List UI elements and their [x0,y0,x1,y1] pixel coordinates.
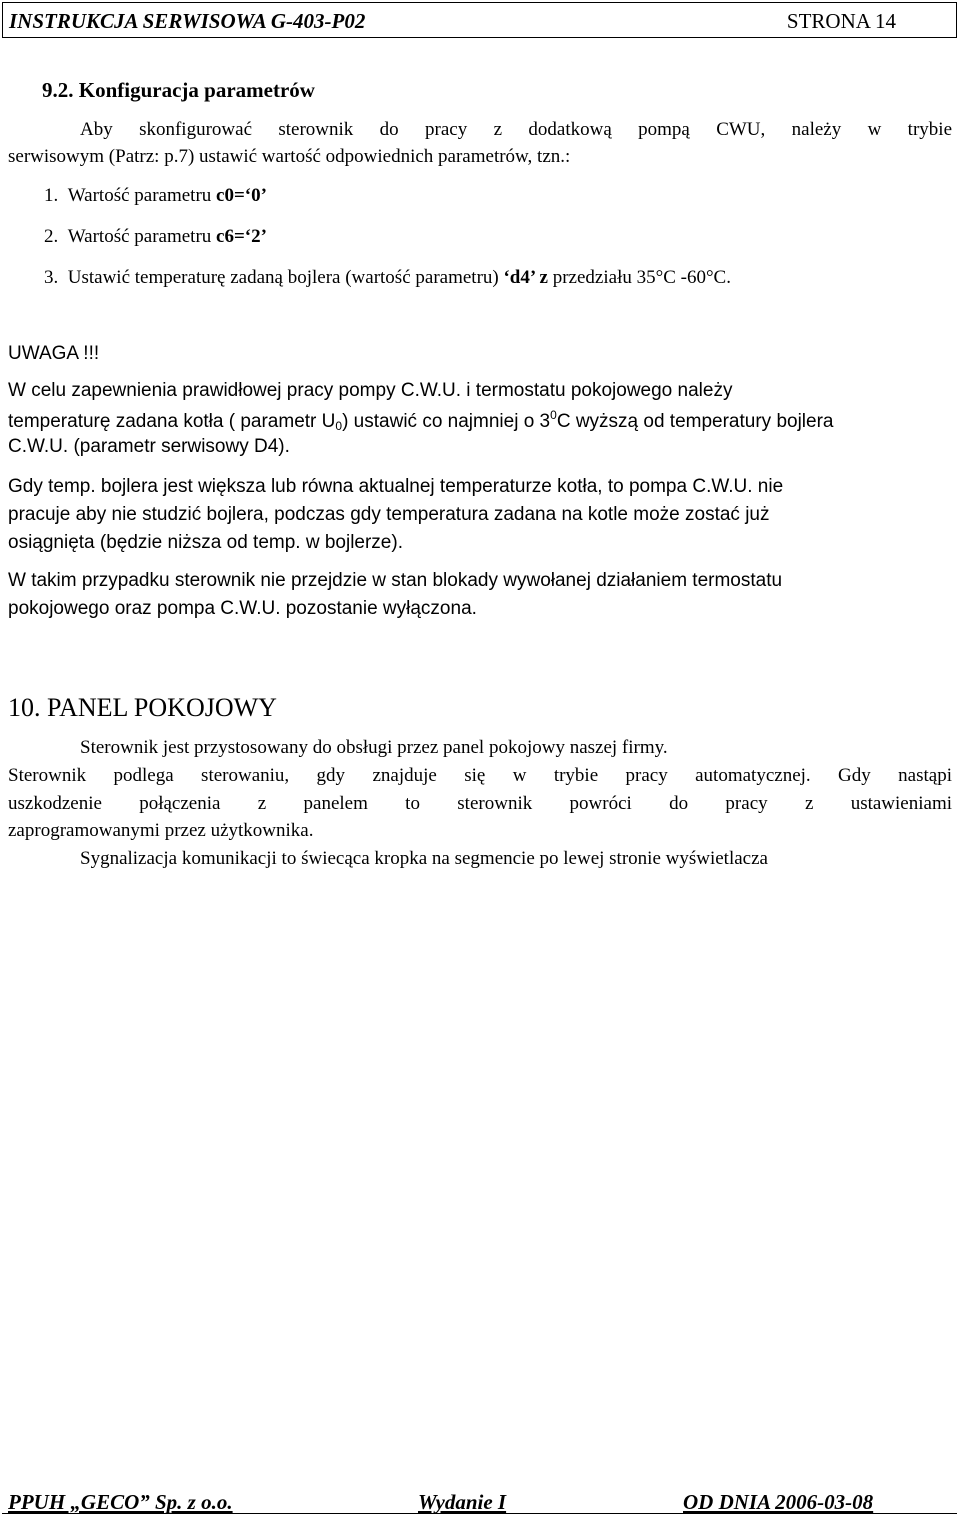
list-item-value: c0=‘0’ [216,185,267,206]
list-item-text: Ustawić temperaturę zadaną bojlera (wartość parametru) [67,267,504,288]
intro-line-2: serwisowym (Patrz: p.7) ustawić wartość odpowiednich parametrów, tzn.: [8,146,571,167]
section-10-line2: Sterownik podlega sterowaniu, gdy znajduje się w trybie pracy automatycznej. Gdy nastąpi [8,765,952,786]
section-10-line5: Sygnalizacja komunikacji to świecąca kropka na segmencie po lewej stronie wyświetlacza [80,848,768,869]
warning-p3-line1: W takim przypadku sterownik nie przejdzie w stan blokady wywołanej działaniem termostatu [8,570,783,591]
warning-p2-line2: pracuje aby nie studzić bojlera, podczas gdy temperatura zadana na kotle może zostać już [8,504,770,525]
section-10-line1: Sterownik jest przystosowany do obsługi przez panel pokojowy naszej firmy. [80,737,668,758]
list-item-value: ‘d4’ z [503,267,548,288]
warning-p1-line1: W celu zapewnienia prawidłowej pracy pompy C.W.U. i termostatu pokojowego należy [8,380,733,401]
section-10-line3: uszkodzenie połączenia z panelem to sterownik powróci do pracy z ustawieniami [8,793,952,814]
list-item-value: c6=‘2’ [216,226,267,247]
list-item-number: 1. [44,185,59,206]
list-item-text: Wartość parametru [67,226,217,247]
section-10-line4: zaprogramowanymi przez użytkownika. [8,820,314,841]
list-item-number: 3. [44,267,59,288]
intro-line-1: Aby skonfigurować sterownik do pracy z dodatkową pompą CWU, należy w trybie [80,119,952,140]
list-item-2 [44,226,267,248]
text-run: C wyższą od temperatury bojlera [556,411,834,432]
text-run: temperaturę zadana kotła ( parametr U [8,411,336,432]
warning-p2-line3: osiągnięta (będzie niższa od temp. w bojlerze). [8,532,403,553]
document-title: INSTRUKCJA SERWISOWA G-403-P02 [9,9,366,33]
section-heading-9-2: 9.2. Konfiguracja parametrów [42,78,315,102]
footer-date: OD DNIA 2006-03-08 [683,1490,874,1514]
list-item-1 [44,185,267,207]
list-item-3 [44,267,731,289]
warning-p1-line2 [8,408,833,433]
superscript: 0 [550,408,557,422]
list-item-number: 2. [44,226,59,247]
section-heading-10: 10. PANEL POKOJOWY [8,693,277,722]
warning-p3-line2: pokojowego oraz pompa C.W.U. pozostanie wyłączona. [8,598,477,619]
subscript: 0 [335,419,343,433]
footer-edition: Wydanie I [418,1490,507,1514]
list-item-text: Wartość parametru [67,185,217,206]
warning-p1-line3: C.W.U. (parametr serwisowy D4). [8,436,290,457]
page-header [2,2,957,38]
list-item-text-after: przedziału 35°C -60°C. [547,267,731,288]
footer-company: PPUH „GECO” Sp. z o.o. [8,1490,233,1514]
text-run: ) ustawić co najmniej o 3 [342,411,551,432]
footer-rule [2,1513,957,1514]
page-number: STRONA 14 [786,9,896,33]
warning-p2-line1: Gdy temp. bojlera jest większa lub równa aktualnej temperaturze kotła, to pompa C.W.U. nie [8,476,784,497]
warning-title: UWAGA !!! [8,343,100,364]
